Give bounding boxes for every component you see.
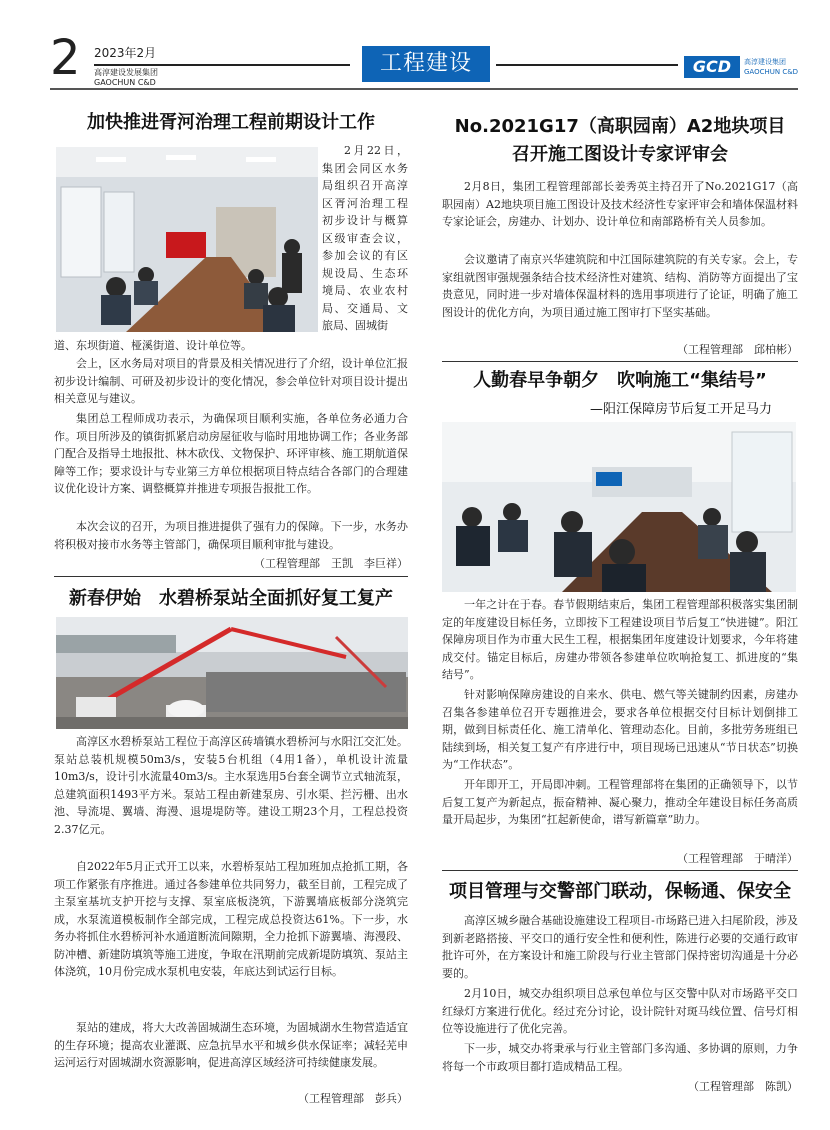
article2-para2: 自2022年5月正式开工以来，水碧桥泵站工程加班加点抢抓工期，各项工作紧张有序推进。通过各参建单位共同努力，截至目前，工程完成了主泵室基坑支护开挖与支撑、泵室底板浇筑，下游翼墙底板部分浇筑完成，水泵流道模板制作全部完成，工程完成总投资达61%。下一步，水务办将抓住水碧桥河补水通道断流间隙期，全力抢抓下游翼墙、海漫段、防冲槽、新建防填筑等施工进度，争取在汛期前完成新堤防填筑、泵站主体浇筑，10月份完成水泵机电安装，年底达到试运行目标。	[54, 860, 408, 978]
gcd-logo: GCD	[684, 56, 740, 78]
article4-para2: 针对影响保障房建设的自来水、供电、燃气等关键制约因素，房建办召集各参建单位召开专题推进会，要求各单位根据交付目标计划倒排工期，做到目标责任化、施工清单化、管理动态化。目前，多批劳务班组已陆续到场，相关复工复产有序进行中，项目现场已迅速从“节日状态”切换为“工作状态”。	[442, 688, 798, 771]
article1-para3: 集团总工程师成功表示，为确保项目顺利实施，各单位务必通力合作。项目所涉及的镇街抓紧启动房屋征收与临时用地协调工作；各业务部门配合及指导土地报批、林木砍伐、文物保护、环评审核、施工期航道保障等工作；要求设计与专业第三方单位根据项目特点结合各部门的合理建议优化设计方案、调整概算并推进专项报告报批工作。	[54, 412, 408, 495]
issue-date: 2023年2月	[94, 46, 157, 60]
page-number: 2	[50, 30, 81, 86]
header-rule-right	[496, 64, 678, 66]
meeting-photo-2	[442, 422, 796, 592]
article4-para1: 一年之计在于春。春节假期结束后，集团工程管理部积极落实集团制定的年度建设目标任务，立即按下工程建设项目节后复工“快进键”。阳江保障房项目作为市重大民生工程，根据集团年度建设计划要求，今年将建成交付。锚定目标后，房建办带领各参建单位吹响抢复工、抓进度的“集结号”。	[442, 598, 798, 681]
article4-para3: 开年即开工，开局即冲刺。工程管理部将在集团的正确领导下，以节后复工复产为新起点，振奋精神、凝心聚力，推动全年建设目标任务高质量开局起步，为集团“扛起新使命，谱写新篇章”助力。	[442, 778, 798, 826]
header-rule-left	[94, 64, 350, 66]
article3-para2: 会议邀请了南京兴华建筑院和中江国际建筑院的有关专家。会上，专家组就图审强规强条结合技术经济性对建筑、结构、消防等方面提出了宝贵意见，同时进一步对墙体保温材料的选用事项进行了论证，明确了施工图设计的优化方向，为项目通过施工图审打下坚实基础。	[442, 253, 798, 319]
article2-para3: 泵站的建成，将大大改善固城湖生态环境，为固城湖水生物营造适宜的生存环境；提高农业灌溉、应急抗旱水平和城乡供水保证率；减轻芜申运河运行对固城湖水资源影响，促进高淳区域经济可持续健康发展。	[54, 1021, 408, 1069]
article1-para1-text: 2月22日，集团会同区水务局组织召开高淳区胥河治理工程初步设计与概算区级审查会议，参加会议的有区规设局、生态环境局、农业农村局、交通局、文旅局、固城街	[322, 144, 408, 332]
article-divider	[442, 361, 798, 362]
article3-title-line1: No.2021G17（高职园南）A2地块项目	[454, 116, 786, 137]
logo-cn: 高淳建设集团	[744, 58, 786, 66]
logo-en: GAOCHUN C&D	[744, 68, 799, 76]
article4-title: 人勤春早争朝夕 吹响施工“集结号”	[473, 370, 767, 391]
article1-title: 加快推进胥河治理工程前期设计工作	[87, 112, 375, 133]
section-banner: 工程建设	[362, 46, 490, 82]
article5-para2: 2月10日，城交办组织项目总承包单位与区交警中队对市场路平交口红绿灯方案进行优化。经过充分讨论，设计院针对斑马线位置、信号灯相位等设施进行了优化完善。	[442, 987, 798, 1035]
article1-signature: （工程管理部 王凯 李巨祥）	[254, 557, 408, 570]
publisher-name	[94, 68, 158, 88]
article1-para2: 会上，区水务局对项目的背景及相关情况进行了介绍，设计单位汇报初步设计编制、可研及初步设计的变化情况，参会单位针对项目设计提出相关意见与建议。	[54, 357, 408, 405]
article5-signature: （工程管理部 陈凯）	[688, 1080, 798, 1093]
article1-para1	[322, 142, 408, 335]
article4-signature: （工程管理部 于晴洋）	[677, 852, 798, 865]
meeting-photo-1	[56, 147, 318, 332]
article3-signature: （工程管理部 邱柏彬）	[677, 343, 798, 356]
article5-para1: 高淳区城乡融合基础设施建设工程项目-市场路已进入扫尾阶段，涉及到新老路搭接、平交口的通行安全性和便利性，陈进行必要的交通行政审批许可外，在方案设计和施工阶段与行业主管部门保持密切沟通是十分必要的。	[442, 914, 798, 980]
header-divider	[50, 88, 798, 90]
publisher-en: GAOCHUN C&D	[94, 78, 156, 87]
article2-para1: 高淳区水碧桥泵站工程位于高淳区砖墙镇水碧桥河与水阳江交汇处。泵站总装机规模50m3/s，安装5台机组（4用1备），单机设计流量10m3/s，设计引水流量40m3/s。主水泵选用5台套全调节立式轴流泵，总建筑面积1493平方米。泵站工程由新建泵房、引水渠、拦污栅、出水池、导流堤、翼墙、海漫、退堤堤防等。建设工期23个月，工程总投资2.37亿元。	[54, 735, 408, 836]
article1-para4: 本次会议的召开，为项目推进提供了强有力的保障。下一步，水务办将积极对接市水务等主管部门，确保项目顺利审批与建设。	[54, 520, 408, 551]
article2-signature: （工程管理部 彭兵）	[298, 1092, 408, 1105]
article-divider	[442, 870, 798, 871]
article4-subtitle: —阳江保障房节后复工开足马力	[589, 402, 772, 417]
article-divider	[54, 576, 408, 577]
publisher-cn: 高淳建设发展集团	[94, 68, 158, 77]
article5-title: 项目管理与交警部门联动，保畅通、保安全	[449, 881, 791, 902]
article3-para1: 2月8日，集团工程管理部部长姜秀英主持召开了No.2021G17（高职园南）A2地块项目施工图设计及技术经济性专家评审会和墙体保温材料专家论证会，房建办、计划办、设计单位和南部路桥有关人员参加。	[442, 180, 798, 228]
article1-para1-cont: 道、东坝街道、桠溪街道、设计单位等。	[54, 339, 252, 352]
article5-para3: 下一步，城交办将秉承与行业主管部门多沟通、多协调的原则，力争将每一个市政项目都打造成精品工程。	[442, 1042, 798, 1073]
logo-caption	[744, 57, 798, 77]
article2-title: 新春伊始 水碧桥泵站全面抓好复工复产	[69, 588, 393, 609]
article3-title-line2: 召开施工图设计专家评审会	[512, 144, 728, 165]
pump-station-photo	[56, 617, 408, 729]
